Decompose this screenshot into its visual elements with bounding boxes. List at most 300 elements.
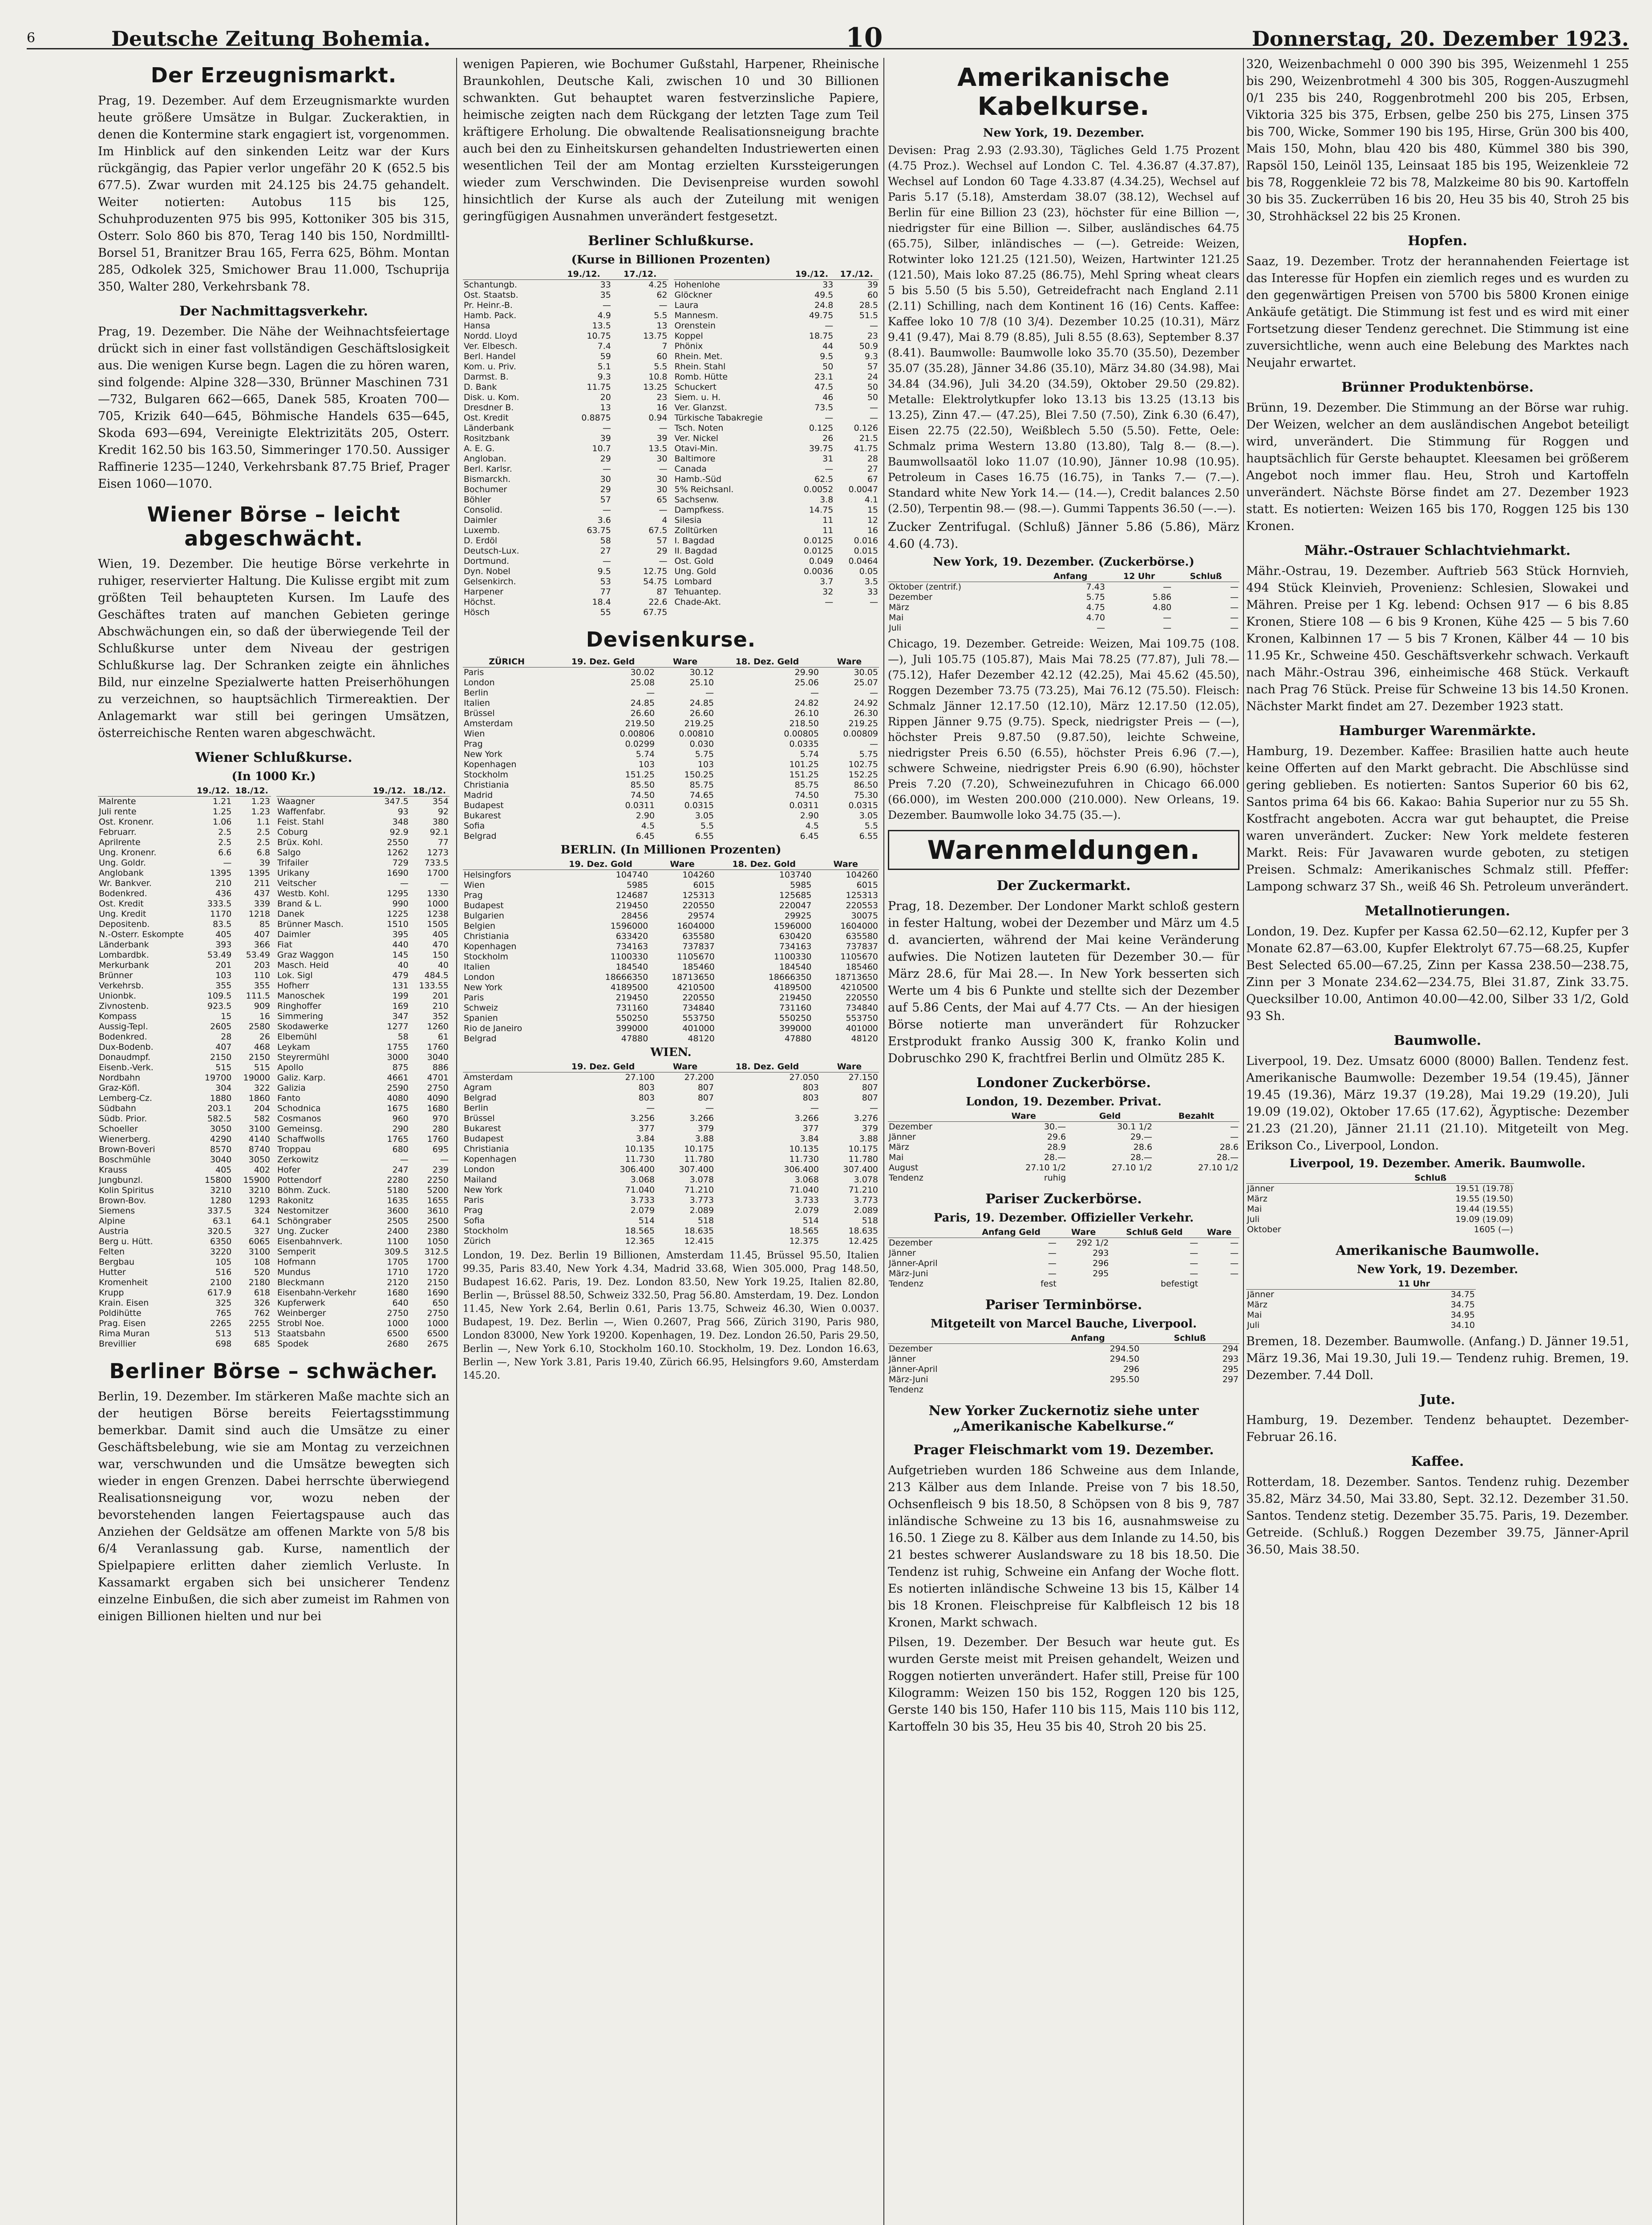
row-label: Brown-Boveri xyxy=(99,1145,155,1154)
article-text: Prag, 19. Dezember. Die Nähe der Weihnachtsfeiertage drückt sich in einer fast vollständigen Geschäftslosigkeit aus. Die wenigen Kurse begn. Lagen die zu hören waren, sind folgende: Alpine 328—330, Brünner Maschinen 731—732, Bulgaren 662—665, Danek 585, Kroaten 700—705, Krizik 640—645, Böhmische Handels 635—645, Skoda 693—694, Vereinigte Elektrizitäts 205, Osterr. Kredit 162.50 bis 163.50, Simmeringer 170.50. Aussiger Raffinerie 1235—1240, Verkehrsbank 87.75 Brief, Prager Eisen 1060—1070. xyxy=(98,325,449,491)
row-label: Italien xyxy=(464,962,490,972)
table-cell: 0.00805 xyxy=(784,729,819,739)
row-label: Länderbank xyxy=(99,940,149,950)
row-label: New York xyxy=(464,1185,503,1195)
table-cell: 16 xyxy=(656,403,668,413)
table-cell: 24 xyxy=(867,372,878,382)
article-heading: Amerikanische Baumwolle. xyxy=(1336,1243,1539,1258)
row-label: Schaffwolls xyxy=(277,1134,325,1144)
row-label: Veitscher xyxy=(277,878,316,888)
row-label: Ost. Staatsb. xyxy=(464,290,518,300)
table-cell: — xyxy=(810,688,819,698)
table-row xyxy=(463,1216,879,1226)
table-row xyxy=(463,280,668,291)
row-label: Paris xyxy=(464,1195,484,1205)
row-label: Paris xyxy=(464,668,484,677)
row-label: Ung. Gold xyxy=(674,566,717,576)
table-cell: 1050 xyxy=(427,1237,449,1246)
table-header-cell: 19./12. xyxy=(555,269,612,280)
table-cell: — xyxy=(825,464,834,474)
table-row xyxy=(463,403,668,413)
table-cell: 401000 xyxy=(846,1024,878,1033)
table-cell: 3.773 xyxy=(854,1195,878,1205)
table-cell: 1760 xyxy=(427,1134,449,1144)
table-header-cell: 11 Uhr xyxy=(1352,1279,1476,1290)
table-cell: 22.6 xyxy=(648,597,668,607)
table-cell: 326 xyxy=(254,1298,270,1308)
table-cell: — xyxy=(825,321,834,331)
table-cell: 0.015 xyxy=(854,546,878,556)
article-heading: Jute. xyxy=(1420,1392,1455,1408)
ny-zucker-table xyxy=(888,571,1239,633)
table-row xyxy=(888,1344,1239,1355)
table-cell: 5.5 xyxy=(864,821,878,831)
table-cell: 33 xyxy=(600,280,611,290)
table-cell: 30.02 xyxy=(630,668,655,677)
table-cell: 13 xyxy=(600,403,611,413)
table-cell: 57 xyxy=(867,362,878,372)
table-cell xyxy=(1057,1279,1110,1289)
table-row xyxy=(276,1319,449,1329)
table-cell: 1.06 xyxy=(213,817,232,827)
row-label: Ost. Kredit xyxy=(99,899,144,909)
row-label: Kom. u. Priv. xyxy=(464,362,516,372)
row-label: Dezember xyxy=(889,592,933,602)
table-row xyxy=(674,546,879,556)
table-row xyxy=(98,1104,271,1114)
row-label: Dresdner B. xyxy=(464,403,514,413)
table-cell: 63.75 xyxy=(587,526,611,535)
table-cell: 762 xyxy=(254,1308,270,1318)
table-cell: — xyxy=(1230,1258,1239,1268)
table-cell: 58 xyxy=(397,1032,409,1042)
table-row xyxy=(98,797,271,807)
table-cell: 0.0125 xyxy=(803,546,834,556)
table-row xyxy=(463,454,668,464)
table-cell: 296 xyxy=(1093,1258,1109,1268)
table-header-cell: Schluß xyxy=(1140,1333,1239,1344)
table-cell: — xyxy=(1096,623,1105,633)
table-cell: — xyxy=(400,1155,409,1165)
table-header-cell: Schluß Geld xyxy=(1109,1227,1199,1238)
table-row xyxy=(463,536,668,546)
row-label: Lok. Sigl xyxy=(277,971,313,980)
row-label: Galizia xyxy=(277,1083,306,1093)
row-label: Hösch xyxy=(464,607,490,617)
table-cell: 2.5 xyxy=(218,827,232,837)
table-cell: 354 xyxy=(432,797,449,806)
table-cell: 103 xyxy=(697,760,714,769)
table-cell: 185460 xyxy=(682,962,715,972)
row-label: Nordd. Lloyd xyxy=(464,331,518,341)
table-row xyxy=(98,1134,271,1145)
table-row xyxy=(463,983,879,993)
table-cell: 10.135 xyxy=(625,1144,655,1154)
table-cell: 29 xyxy=(600,454,611,464)
row-label: Südb. Prior. xyxy=(99,1114,147,1124)
row-label: Dux-Bodenb. xyxy=(99,1042,154,1052)
row-label: Südbahn xyxy=(99,1104,136,1113)
table-cell: — xyxy=(1230,623,1239,633)
article-text: wenigen Papieren, wie Bochumer Gußstahl, Harpener, Rheinische Braunkohlen, Deutsche Kali, zwischen 10 und 30 Billionen schwankten. Gut behauptet waren festverzinsliche Papiere, heimische zeigten nach dem Rückgang der letzten Tage zum Teil kräftigere Erholung. Die obwaltende Realisationsneigung brachte auch bei den zu Einheitskursen gehandelten Industriewerten einen wesentlichen Teil der am Montag erzielten Kurssteigerungen wieder zum Verschwinden. Die Devisenpreise wurden sowohl hinsichtlich der Kurse als auch der Zuteilung mit wenigen geringfügigen Ausnahmen unverändert festgesetzt. xyxy=(463,57,879,223)
table-cell: 1238 xyxy=(427,909,449,919)
row-label: Deutsch-Lux. xyxy=(464,546,519,556)
table-cell: 5.86 xyxy=(1152,592,1172,602)
table-row xyxy=(98,1165,271,1175)
table-row xyxy=(463,1113,879,1124)
row-label: Troppau xyxy=(277,1145,311,1154)
article-heading: Brünner Produktenbörse. xyxy=(1341,380,1534,395)
table-cell: 11.730 xyxy=(789,1154,819,1164)
table-cell: 550250 xyxy=(779,1013,812,1023)
table-row xyxy=(1246,1204,1514,1214)
table-cell: 19700 xyxy=(204,1073,232,1083)
table-header-cell xyxy=(276,786,369,797)
table-row xyxy=(276,889,449,899)
table-cell: 1262 xyxy=(387,848,409,858)
table-cell: 0.0315 xyxy=(848,801,878,810)
table-cell: 6.55 xyxy=(695,831,714,841)
row-label: Gelsenkirch. xyxy=(464,577,516,587)
table-row xyxy=(463,668,879,678)
table-cell: 6015 xyxy=(693,880,715,890)
row-label: Manoschek xyxy=(277,991,325,1001)
section-heading: Warenmeldungen. xyxy=(927,835,1200,865)
column-1 xyxy=(98,53,449,2225)
row-label: Bodenkred. xyxy=(99,1032,147,1042)
table-cell: 83.5 xyxy=(213,919,232,929)
table-cell: 5.74 xyxy=(800,749,819,759)
table-cell: 48120 xyxy=(688,1034,715,1044)
table-cell: — xyxy=(870,321,878,331)
table-row xyxy=(674,423,879,433)
table-cell: 184540 xyxy=(779,962,812,972)
table-header-cell: Ware xyxy=(649,859,716,870)
table-cell: 3.7 xyxy=(820,577,834,587)
row-label: Canada xyxy=(674,464,707,474)
table-cell: 29 xyxy=(656,546,668,556)
table-header-row xyxy=(463,859,879,870)
table-cell: — xyxy=(659,300,668,310)
table-cell: 1.25 xyxy=(213,807,232,817)
table-cell: 1690 xyxy=(427,1288,449,1298)
column-3 xyxy=(888,53,1239,2225)
table-row xyxy=(888,1269,1239,1279)
table-cell: — xyxy=(659,505,668,515)
table-header-row xyxy=(888,1111,1239,1122)
table-row xyxy=(98,1155,271,1165)
row-label: Ver. Elbesch. xyxy=(464,341,518,351)
row-label: Wien xyxy=(464,729,485,739)
table-cell: — xyxy=(602,464,611,474)
table-cell: 27.100 xyxy=(625,1072,655,1082)
table-cell: 355 xyxy=(254,981,270,991)
table-cell: 3.266 xyxy=(794,1113,819,1123)
table-cell: 1225 xyxy=(387,909,409,919)
table-cell: 11.780 xyxy=(848,1154,878,1164)
table-cell: 4210500 xyxy=(677,983,715,992)
table-row xyxy=(276,1288,449,1298)
table-cell: 28.— xyxy=(1130,1153,1153,1162)
table-cell: befestigt xyxy=(1160,1279,1199,1289)
table-row xyxy=(98,807,271,817)
table-row xyxy=(1246,1320,1476,1331)
table-cell: 0.00810 xyxy=(679,729,714,739)
table-row xyxy=(98,889,271,899)
article-text: Devisen: Prag 2.93 (2.93.30), Tägliches Geld 1.75 Prozent (4.75 Proz.). Wechsel auf London C. Tel. 4.36.87 (4.37.87), Wechsel auf London 60 Tage 4.33.87 (4.34.25), Wechsel auf Paris 5.17 (5.18), Amsterdam 38.07 (38.12), Wechsel auf Berlin für eine Billion 23 (23), höchster für eine Billion —, niedrigster für eine Billion —. Silber, ausländisches 64.75 (65.75), Silber, inländisches — (—). Getreide: Weizen, Rotwinter loko 121.25 (121.50), Weizen, Hartwinter 121.25 (121.50), Mais loko 87.25 (86.75), Mehl Spring wheat clears 5 bis 5.50 (5 bis 5.50), Getreidefracht nach England 2.11 (2.11) Schilling, nach dem Kontinent 16 (16) Cents. Kaffee: Kaffee loko 10 7/8 (10 3/4). Dezember 10.25 (10.31), März 9.41 (9.47), Mai 8.79 (8.85), Juli 8.55 (8.63), September 8.37 (8.41). Baumwolle: Baumwolle loko 35.70 (35.50), Dezember 35.07 (35.28), Jänner 34.86 (35.10), März 34.80 (34.98), Mai 34.84 (34.96), Juli 34.20 (34.59), Oktober 29.50 (29.82). Metalle: Elektrolytkupfer loko 13.13 bis 13.25 (13.13 bis 13.25), Zinn 47.— (47.25), Blei 7.50 (7.50), Zink 6.30 (6.47), Eisen 22.75 (22.50), Weißblech 5.50 (5.50). Fette, Oele: Schmalz prima Western 13.80 (13.80), Talg 8.— (8.—). Baumwollsaatöl loko 11.07 (10.90), Jänner 10.98 (10.95). Petroleum in Cases 16.75 (16.75), in Tanks 7.— (7.—). Standard white New York 14.— (14.—), Credit balances 2.50 (2.50), Terpentin 98.— (98.—). Gummi Tappents 36.50 (—.—). xyxy=(888,144,1239,515)
table-cell: 85.75 xyxy=(794,780,819,790)
table-row xyxy=(98,1226,271,1237)
table-cell: 109.5 xyxy=(207,991,232,1001)
table-cell: 1720 xyxy=(427,1267,449,1277)
table-cell: 11.730 xyxy=(625,1154,655,1164)
table-row xyxy=(276,1267,449,1278)
table-cell: — xyxy=(1163,623,1172,633)
table-cell: 553750 xyxy=(846,1013,878,1023)
row-label: Angloban. xyxy=(464,454,506,464)
row-label: N.-Osterr. Eskompte xyxy=(99,930,184,939)
row-label: Apollo xyxy=(277,1063,304,1072)
table-cell: 220550 xyxy=(682,901,715,910)
table-cell: 20 xyxy=(600,392,611,402)
table-cell: 470 xyxy=(432,940,449,950)
table-cell: 1293 xyxy=(248,1196,270,1206)
table-cell: 355 xyxy=(215,981,232,991)
column-rule xyxy=(1243,58,1244,2225)
paris-termin-table xyxy=(888,1333,1239,1395)
table-row xyxy=(276,1073,449,1083)
table-cell: 380 xyxy=(432,817,449,827)
table-row xyxy=(463,890,879,901)
table-row xyxy=(674,290,879,300)
table-cell: 13.5 xyxy=(648,444,668,453)
table-cell: 393 xyxy=(215,940,232,950)
row-label: Oktober (zentrif.) xyxy=(889,582,962,592)
table-cell: 1105670 xyxy=(677,952,715,962)
row-label: Bukarest xyxy=(464,811,501,821)
table-cell: 60 xyxy=(867,290,878,300)
table-cell: 0.00806 xyxy=(620,729,655,739)
table-row xyxy=(463,901,879,911)
row-label: Böhm. Zuck. xyxy=(277,1185,331,1195)
table-cell: 18666350 xyxy=(768,972,812,982)
table-row xyxy=(98,950,271,960)
table-cell: — xyxy=(1163,613,1172,623)
row-label: Fanto xyxy=(277,1093,300,1103)
header-rule xyxy=(27,48,1629,49)
row-label: Rhein. Stahl xyxy=(674,362,726,372)
table-cell: 219.25 xyxy=(848,719,878,728)
row-label: Wien xyxy=(464,880,485,890)
table-cell: 695 xyxy=(432,1145,449,1154)
table-cell: 909 xyxy=(254,1001,270,1011)
table-row xyxy=(276,940,449,950)
table-cell: 60 xyxy=(656,352,668,361)
table-cell: 322 xyxy=(254,1083,270,1093)
table-row xyxy=(276,1001,449,1011)
table-cell: 1273 xyxy=(427,848,449,858)
table-row xyxy=(276,1298,449,1308)
row-label: London xyxy=(464,972,495,982)
table-cell: 347 xyxy=(392,1011,409,1021)
table-cell: 28 xyxy=(221,1032,232,1042)
paris-zucker-table xyxy=(888,1227,1239,1289)
table-row xyxy=(276,909,449,919)
table-row xyxy=(276,1032,449,1042)
table-row xyxy=(674,556,879,566)
table-cell: 26.30 xyxy=(854,708,878,718)
table-cell: — xyxy=(870,413,878,423)
table-cell: 219450 xyxy=(615,993,648,1003)
row-label: Aprilrente xyxy=(99,837,141,847)
table-cell: 2750 xyxy=(427,1308,449,1318)
table-row xyxy=(463,911,879,921)
table-row xyxy=(98,837,271,848)
table-cell: 737837 xyxy=(846,942,878,951)
row-label: Juli xyxy=(1247,1214,1260,1224)
table-cell: 4.70 xyxy=(1086,613,1105,623)
table-row xyxy=(463,423,668,433)
table-header-cell: 18./12. xyxy=(409,786,449,797)
table-cell: 85 xyxy=(259,919,270,929)
table-row xyxy=(276,981,449,991)
row-label: Lombard xyxy=(674,577,712,587)
table-row xyxy=(674,444,879,454)
table-header-cell: 19./12. xyxy=(369,786,409,797)
table-cell: 67.75 xyxy=(643,607,668,617)
row-label: Simmering xyxy=(277,1011,324,1021)
row-label: Ost. Kronenr. xyxy=(99,817,154,827)
row-label: Phönix xyxy=(674,341,703,351)
table-row xyxy=(674,464,879,474)
table-row xyxy=(98,1196,271,1206)
row-label: Christiania xyxy=(464,1144,509,1154)
table-cell: 12.425 xyxy=(848,1236,878,1246)
row-label: Sachsenw. xyxy=(674,495,719,505)
table-cell: 4090 xyxy=(427,1093,449,1103)
table-row xyxy=(463,962,879,972)
table-cell: 582 xyxy=(254,1114,270,1124)
table-cell: 293 xyxy=(1093,1248,1109,1258)
ny-baumwolle-table xyxy=(1246,1279,1476,1331)
row-label: Harpener xyxy=(464,587,504,597)
table-row xyxy=(276,1114,449,1124)
table-cell: 2150 xyxy=(427,1278,449,1287)
row-label: Budapest xyxy=(464,901,504,910)
table-cell: 307.400 xyxy=(843,1165,878,1174)
table-cell: 4.9 xyxy=(597,311,611,320)
table-cell: 4.25 xyxy=(648,280,668,290)
table-cell: 960 xyxy=(392,1114,409,1124)
table-cell: 7.4 xyxy=(597,341,611,351)
liverpool-table xyxy=(1246,1173,1514,1235)
row-label: Hutter xyxy=(99,1267,126,1277)
table-cell: 104260 xyxy=(846,870,878,880)
row-label: Mannesm. xyxy=(674,311,718,320)
table-cell: 25.06 xyxy=(794,678,819,688)
row-label: Ringhoffer xyxy=(277,1001,321,1011)
table-subtitle: WIEN. xyxy=(650,1046,692,1059)
table-cell: 2605 xyxy=(210,1022,232,1032)
table-cell: 34.95 xyxy=(1450,1310,1475,1320)
row-label: Budapest xyxy=(464,1134,504,1144)
table-subtitle: (In 1000 Kr.) xyxy=(231,770,316,783)
table-cell: 2.5 xyxy=(256,827,270,837)
table-cell: 293 xyxy=(1222,1354,1239,1364)
row-label: Leykam xyxy=(277,1042,311,1052)
table-cell: 0.0047 xyxy=(848,485,878,494)
table-cell: 3600 xyxy=(387,1206,409,1216)
table-row xyxy=(98,1185,271,1196)
article-heading: Prager Fleischmarkt vom 19. Dezember. xyxy=(913,1442,1214,1458)
table-cell: 4080 xyxy=(387,1093,409,1103)
table-cell: — xyxy=(1230,582,1239,592)
row-label: Schoeller xyxy=(99,1124,138,1134)
table-cell: 3.068 xyxy=(630,1175,655,1185)
table-cell: 513 xyxy=(215,1329,232,1339)
table-row xyxy=(463,331,668,341)
table-cell: 582.5 xyxy=(207,1114,232,1124)
table-cell: 2500 xyxy=(427,1216,449,1226)
row-label: Lombardbk. xyxy=(99,950,149,960)
table-cell: 3210 xyxy=(210,1185,232,1195)
table-row xyxy=(98,1032,271,1042)
table-cell: 3.078 xyxy=(854,1175,878,1185)
table-cell: 59 xyxy=(600,352,611,361)
table-row xyxy=(276,1196,449,1206)
table-cell: — xyxy=(705,1103,714,1113)
table-cell: — xyxy=(1230,1248,1239,1258)
table-cell: 2.079 xyxy=(630,1206,655,1215)
article-text: Chicago, 19. Dezember. Getreide: Weizen, Mai 109.75 (108.—), Juli 105.75 (105.87), Mais Mai 78.25 (77.87), Juli 78.— (75.12), Hafer Dezember 42.12 (42.25), Mai 45.62 (45.50), Roggen Dezember 73.75 (73.25), Mai 76.12 (75.50). Fleisch: Schmalz Jänner 12.17.50 (12.10), März 12.17.50 (12.05), Rippen Jänner 9.75 (9.75). Speck, niedrigster Preis — (—), höchster Preis 9.87.50 (9.87.50), leichte Schweine, niedrigster Preis 6.50 (6.55), höchster Preis 6.96 (7.—), schwere Schweine, niedrigster Preis 6.90 (6.90), höchster Preis 7.20 (7.20), Schweinezufuhren in Chicago 66.000 (66.000), im Westen 200.000 (210.000). New Orleans, 19. Dezember. Baumwolle loko 34.75 (35.—). xyxy=(888,637,1239,821)
article-heading: New Yorker Zuckernotiz siehe unter „Amerikanische Kabelkurse.“ xyxy=(928,1403,1199,1434)
table-cell: 405 xyxy=(432,930,449,939)
table-cell: 3050 xyxy=(210,1124,232,1134)
table-cell: 13.25 xyxy=(643,382,668,392)
table-cell: 53 xyxy=(600,577,611,587)
table-header-cell: Schluß xyxy=(1172,571,1239,582)
table-cell: 71.040 xyxy=(625,1185,655,1195)
table-cell: 2675 xyxy=(427,1339,449,1349)
table-cell: 29925 xyxy=(785,911,812,921)
table-row xyxy=(463,801,879,811)
table-cell: 10.75 xyxy=(587,331,611,341)
price-table xyxy=(674,269,879,607)
table-row xyxy=(98,1308,271,1319)
article-heading: Wiener Börse – leicht abgeschwächt. xyxy=(147,502,401,550)
table-cell: 35 xyxy=(600,290,611,300)
table-cell: 57 xyxy=(600,495,611,505)
table-row xyxy=(276,1042,449,1052)
row-label: Jänner xyxy=(889,1132,916,1142)
table-header-cell: 18. Dez. Geld xyxy=(715,657,820,668)
table-cell: 0.0311 xyxy=(789,801,819,810)
table-header-cell: Ware xyxy=(656,1062,715,1072)
row-label: Sofia xyxy=(464,821,485,831)
table-row xyxy=(674,515,879,526)
table-cell: 970 xyxy=(432,1114,449,1124)
table-header-cell: Schluß xyxy=(1347,1173,1514,1184)
table-cell: 58 xyxy=(600,536,611,546)
table-cell: 2100 xyxy=(210,1278,232,1287)
table-cell: 2.5 xyxy=(218,837,232,847)
row-label: Kopenhagen xyxy=(464,760,517,769)
table-row xyxy=(888,1163,1239,1173)
table-row xyxy=(463,505,668,515)
table-cell: 32 xyxy=(822,587,834,597)
table-row xyxy=(98,1319,271,1329)
table-cell: 1280 xyxy=(210,1196,232,1206)
